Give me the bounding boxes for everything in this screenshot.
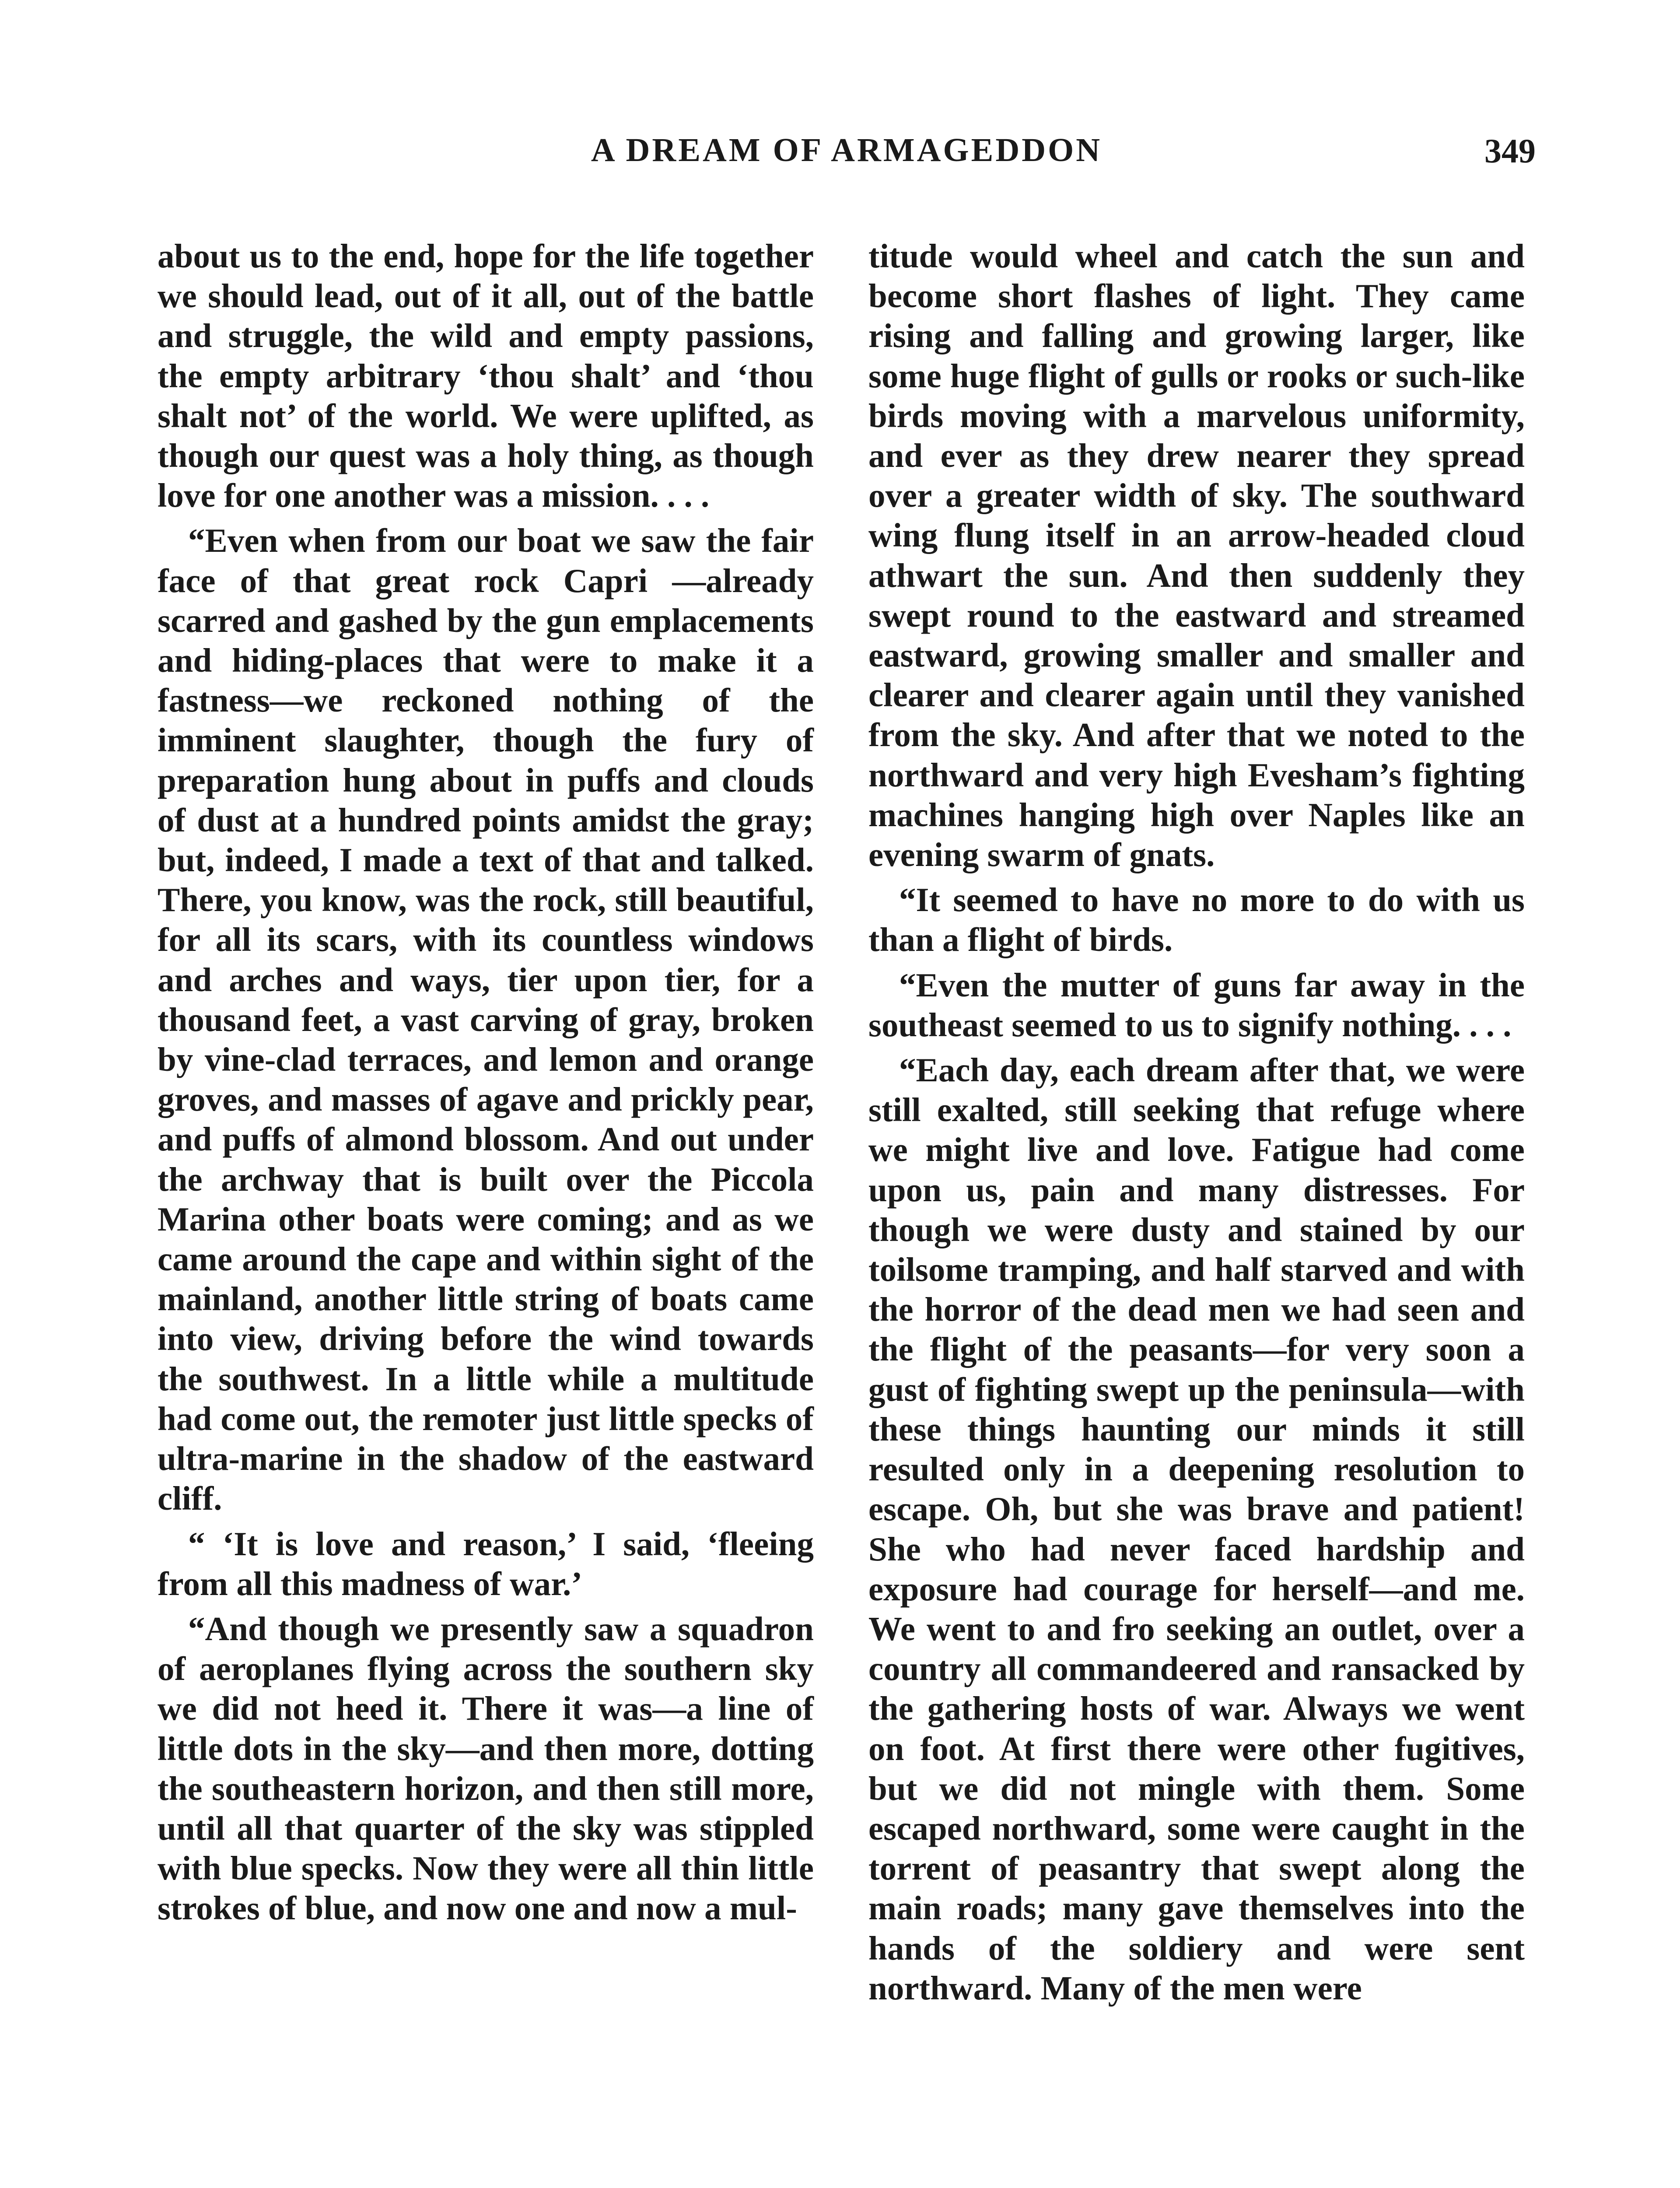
paragraph: “Even the mutter of guns far away in the southeast seemed to us to signify nothing. . . . — [868, 966, 1525, 1044]
paragraph: titude would wheel and catch the sun and become short flashes of light. They came rising and falling and growing larger, like some huge flight of gulls or rooks or such-like birds moving with a marvelous uniformity, and ever as they drew nearer they spread over a greater width of sky. The southward wing flung itself in an arrow-headed cloud athwart the sun. And then suddenly they swept round to the eastward and streamed eastward, growing smaller and smaller and clearer and clearer again until they vanished from the sky. And after that we noted to the northward and very high Evesham’s fighting machines hanging high over Naples like an evening swarm of gnats. — [868, 237, 1525, 874]
paragraph: “And though we presently saw a squadron of aeroplanes flying across the southern sky we did not heed it. There it was—a line of little dots in the sky—and then more, dotting the southeastern horizon, and then still more, until all that quarter of the sky was stippled with blue specks. Now they were all thin little strokes of blue, and now one and now a mul- — [158, 1609, 814, 1927]
paragraph: “Even when from our boat we saw the fair face of that great rock Capri —already scarred and gashed by the gun emplacements and hiding-places that were to make it a fastness—we reckoned nothing of the imminent slaughter, though the fury of preparation hung about in puffs and clouds of dust at a hundred points amidst the gray; but, indeed, I made a text of that and talked. There, you know, was the rock, still beautiful, for all its scars, with its countless windows and arches and ways, tier upon tier, for a thousand feet, a vast carving of gray, broken by vine-clad terraces, and lemon and orange groves, and masses of agave and prickly pear, and puffs of almond blossom. And out under the archway that is built over the Piccola Marina other boats were coming; and as we came around the cape and within sight of the mainland, another little string of boats came into view, driving before the wind towards the southwest. In a little while a multitude had come out, the remoter just little specks of ultra-marine in the shadow of the eastward cliff. — [158, 522, 814, 1518]
paragraph: “It seemed to have no more to do with us than a flight of birds. — [868, 881, 1525, 959]
paragraph: “Each day, each dream after that, we were still exalted, still seeking that refuge where we might live and love. Fatigue had come upon us, pain and many distresses. For though we were dusty and stained by our toilsome tramping, and half starved and with the horror of the dead men we had seen and the flight of the peasants—for very soon a gust of fighting swept up the peninsula—with these things haunting our minds it still resulted only in a deepening resolution to escape. Oh, but she was brave and patient! She who had never faced hardship and exposure had courage for herself—and me. We went to and fro seeking an outlet, over a country all commandeered and ransacked by the gathering hosts of war. Always we went on foot. At first there were other fugitives, but we did not mingle with them. Some escaped northward, some were caught in the torrent of peasantry that swept along the main roads; many gave themselves into the hands of the soldiery and were sent northward. Many of the men were — [868, 1051, 1525, 2007]
running-title: A DREAM OF ARMAGEDDON — [591, 132, 1102, 168]
paragraph: about us to the end, hope for the life together we should lead, out of it all, out of the battle and struggle, the wild and empty passions, the empty arbitrary ‘thou shalt’ and ‘thou shalt not’ of the world. We were uplifted, as though our quest was a holy thing, as though love for one another was a mission. . . . — [158, 237, 814, 515]
page-number: 349 — [1484, 132, 1536, 170]
left-column — [158, 236, 814, 1934]
paragraph: “ ‘It is love and reason,’ I said, ‘fleeing from all this madness of war.’ — [158, 1525, 814, 1602]
page-header — [158, 131, 1536, 179]
right-column — [868, 236, 1525, 2013]
